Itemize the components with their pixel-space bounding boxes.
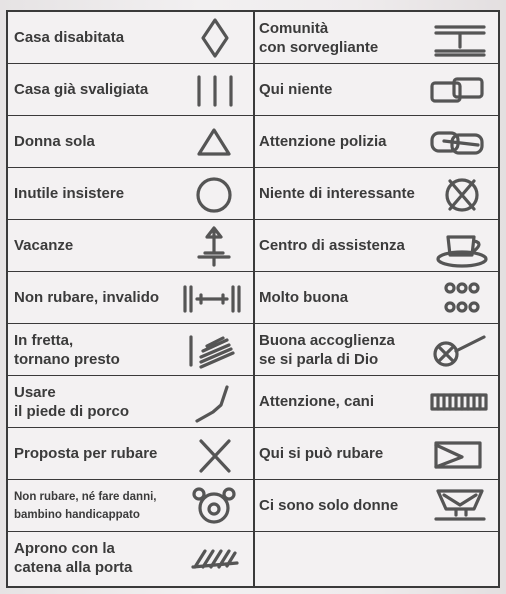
table-row <box>8 272 253 324</box>
table-row <box>8 168 253 220</box>
row-label: In fretta, tornano presto <box>14 331 120 368</box>
interlocked-rectangles-icon <box>422 67 492 113</box>
row-label: Usare il piede di porco <box>14 383 130 420</box>
row-label: Inutile insistere <box>14 185 125 202</box>
row-label: Attenzione polizia <box>259 133 387 150</box>
row-label: Vacanze <box>14 237 74 254</box>
table-row <box>8 428 253 480</box>
row-label: Molto buona <box>259 289 349 306</box>
table-row <box>8 480 253 532</box>
row-label: Aprono con la catena alla porta <box>14 540 133 576</box>
teddy-bear-face-icon <box>177 483 247 529</box>
left-column <box>8 12 255 586</box>
row-label: Qui niente <box>259 81 333 98</box>
envelope-rectangle-icon <box>422 431 492 477</box>
diamond-icon <box>177 15 247 61</box>
table-row <box>253 64 498 116</box>
x-cross-icon <box>177 431 247 477</box>
handcuffs-icon <box>422 119 492 165</box>
row-label: Proposta per rubare <box>14 445 158 462</box>
row-label: Ci sono solo donne <box>259 497 399 514</box>
table-row-empty <box>253 532 498 584</box>
table-row <box>8 324 253 376</box>
circle-icon <box>177 171 247 217</box>
crossed-circle-icon <box>422 171 492 217</box>
six-circles-icon <box>422 275 492 321</box>
table-row <box>253 168 498 220</box>
hatched-lines-icon <box>177 327 247 373</box>
table-row <box>8 116 253 168</box>
row-label: Centro di assistenza <box>259 237 405 254</box>
i-beam-icon <box>422 15 492 61</box>
symbols-table <box>6 10 500 588</box>
row-label: Comunità con sorvegliante <box>259 19 379 56</box>
crutches-icon <box>177 275 247 321</box>
row-label: Buona accoglienza se si parla di Dio <box>259 331 395 368</box>
row-label: Niente di interessante <box>259 185 415 202</box>
table-row <box>253 480 498 532</box>
arrow-on-platform-icon <box>177 223 247 269</box>
table-row <box>8 64 253 116</box>
table-row <box>253 324 498 376</box>
comb-rectangle-icon <box>422 379 492 425</box>
table-row <box>253 12 498 64</box>
table-row <box>253 272 498 324</box>
row-label: Attenzione, cani <box>259 393 375 410</box>
row-label: Non rubare, invalido <box>14 289 160 306</box>
row-label: Donna sola <box>14 133 95 150</box>
table-row <box>8 376 253 428</box>
table-row <box>8 532 253 584</box>
table-row <box>253 116 498 168</box>
table-row <box>253 376 498 428</box>
bowl-on-base-icon <box>422 483 492 529</box>
three-vertical-lines-icon <box>177 67 247 113</box>
right-column <box>253 12 498 586</box>
table-row <box>253 220 498 272</box>
triangle-icon <box>177 119 247 165</box>
table-row <box>8 12 253 64</box>
table-row <box>8 220 253 272</box>
row-label: Casa disabitata <box>14 29 125 46</box>
cup-and-saucer-icon <box>422 223 492 269</box>
row-label: Non rubare, né fare danni, bambino handicappato <box>14 490 157 521</box>
crowbar-icon <box>177 379 247 425</box>
row-label: Casa già svaligiata <box>14 81 149 98</box>
row-label: Qui si può rubare <box>259 445 384 462</box>
table-row <box>253 428 498 480</box>
crossed-circle-with-line-icon <box>422 327 492 373</box>
chain-hatch-icon <box>177 535 247 581</box>
